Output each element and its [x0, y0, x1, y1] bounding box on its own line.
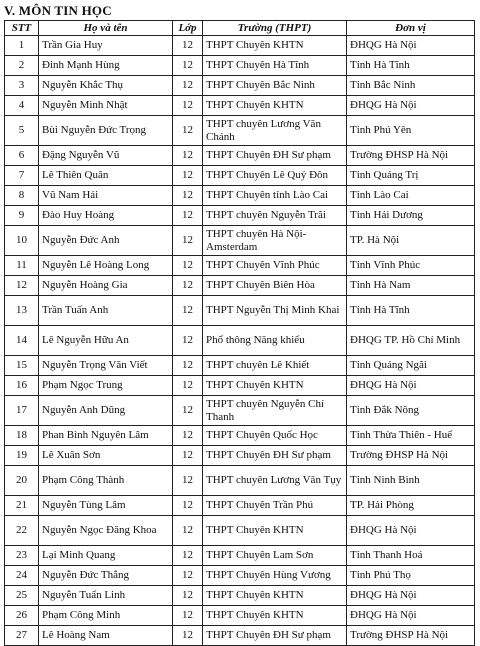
table-row [5, 326, 475, 356]
cell-unit: Tỉnh Quảng Ngãi [347, 356, 475, 376]
table-row [5, 56, 475, 76]
cell-grade: 12 [173, 446, 203, 466]
header-name: Họ và tên [39, 21, 173, 36]
cell-unit: Tỉnh Đắk Nông [347, 396, 475, 426]
cell-school: THPT Chuyên ĐH Sư phạm [203, 626, 347, 646]
cell-school: Phổ thông Năng khiếu [203, 326, 347, 356]
cell-grade: 12 [173, 76, 203, 96]
section-title: V. MÔN TIN HỌC [4, 3, 112, 18]
cell-unit: Tỉnh Phú Yên [347, 116, 475, 146]
table-row [5, 296, 475, 326]
table-header-row [5, 21, 475, 36]
table-row [5, 376, 475, 396]
header-stt: STT [5, 21, 39, 36]
table-row [5, 396, 475, 426]
cell-name: Nguyễn Minh Nhật [39, 96, 173, 116]
cell-stt: 27 [5, 626, 39, 646]
cell-grade: 12 [173, 496, 203, 516]
header-grade: Lớp [173, 21, 203, 36]
cell-unit: Tỉnh Phú Thọ [347, 566, 475, 586]
cell-grade: 12 [173, 116, 203, 146]
cell-name: Nguyễn Tuấn Linh [39, 586, 173, 606]
table-body [5, 36, 475, 646]
table-row [5, 226, 475, 256]
cell-stt: 25 [5, 586, 39, 606]
cell-school: THPT Chuyên Lam Sơn [203, 546, 347, 566]
cell-stt: 18 [5, 426, 39, 446]
cell-unit: Tỉnh Bắc Ninh [347, 76, 475, 96]
cell-grade: 12 [173, 356, 203, 376]
cell-school: THPT Chuyên Lê Quý Đôn [203, 166, 347, 186]
table-row [5, 626, 475, 646]
header-school: Trường (THPT) [203, 21, 347, 36]
table-row [5, 566, 475, 586]
cell-stt: 23 [5, 546, 39, 566]
cell-name: Phạm Công Minh [39, 606, 173, 626]
cell-name: Nguyễn Anh Dũng [39, 396, 173, 426]
cell-school: THPT Chuyên ĐH Sư phạm [203, 146, 347, 166]
cell-unit: ĐHQG Hà Nội [347, 96, 475, 116]
cell-name: Lê Thiên Quân [39, 166, 173, 186]
table-row [5, 96, 475, 116]
cell-school: THPT Chuyên Quốc Học [203, 426, 347, 446]
cell-grade: 12 [173, 566, 203, 586]
cell-unit: TP. Hà Nội [347, 226, 475, 256]
cell-name: Phạm Công Thành [39, 466, 173, 496]
table-row [5, 606, 475, 626]
cell-grade: 12 [173, 56, 203, 76]
cell-grade: 12 [173, 426, 203, 446]
cell-school: THPT Chuyên KHTN [203, 376, 347, 396]
cell-school: THPT chuyên Nguyễn Chí Thanh [203, 396, 347, 426]
table-row [5, 586, 475, 606]
cell-unit: ĐHQG Hà Nội [347, 586, 475, 606]
cell-stt: 13 [5, 296, 39, 326]
cell-school: THPT Chuyên Hà Tĩnh [203, 56, 347, 76]
cell-stt: 24 [5, 566, 39, 586]
cell-school: THPT Chuyên KHTN [203, 586, 347, 606]
cell-stt: 19 [5, 446, 39, 466]
table-row [5, 426, 475, 446]
cell-unit: Tỉnh Thanh Hoá [347, 546, 475, 566]
cell-stt: 2 [5, 56, 39, 76]
cell-stt: 3 [5, 76, 39, 96]
cell-stt: 15 [5, 356, 39, 376]
cell-stt: 17 [5, 396, 39, 426]
cell-school: THPT chuyên Lê Khiết [203, 356, 347, 376]
cell-name: Nguyễn Khắc Thụ [39, 76, 173, 96]
cell-stt: 26 [5, 606, 39, 626]
cell-school: THPT Chuyên Trần Phú [203, 496, 347, 516]
cell-school: THPT Nguyễn Thị Minh Khai [203, 296, 347, 326]
cell-name: Trần Tuấn Anh [39, 296, 173, 326]
cell-stt: 20 [5, 466, 39, 496]
cell-name: Nguyễn Đức Anh [39, 226, 173, 256]
header-unit: Đơn vị [347, 21, 475, 36]
cell-grade: 12 [173, 256, 203, 276]
cell-stt: 4 [5, 96, 39, 116]
cell-school: THPT chuyên Hà Nội-Amsterdam [203, 226, 347, 256]
table-row [5, 166, 475, 186]
cell-grade: 12 [173, 396, 203, 426]
table-row [5, 446, 475, 466]
cell-name: Lê Nguyễn Hữu An [39, 326, 173, 356]
table-row [5, 276, 475, 296]
table-row [5, 146, 475, 166]
cell-name: Nguyễn Hoàng Gia [39, 276, 173, 296]
cell-unit: Tỉnh Hà Nam [347, 276, 475, 296]
table-row [5, 516, 475, 546]
table-row [5, 256, 475, 276]
cell-school: THPT Chuyên KHTN [203, 96, 347, 116]
cell-name: Vũ Nam Hải [39, 186, 173, 206]
cell-name: Nguyễn Ngọc Đăng Khoa [39, 516, 173, 546]
cell-name: Đinh Mạnh Hùng [39, 56, 173, 76]
cell-unit: ĐHQG Hà Nội [347, 36, 475, 56]
table-row [5, 76, 475, 96]
cell-grade: 12 [173, 96, 203, 116]
cell-unit: Trường ĐHSP Hà Nội [347, 446, 475, 466]
table-row [5, 466, 475, 496]
cell-grade: 12 [173, 516, 203, 546]
cell-stt: 16 [5, 376, 39, 396]
cell-grade: 12 [173, 166, 203, 186]
table-row [5, 36, 475, 56]
cell-unit: Tỉnh Hải Dương [347, 206, 475, 226]
cell-stt: 11 [5, 256, 39, 276]
cell-name: Trần Gia Huy [39, 36, 173, 56]
cell-unit: ĐHQG TP. Hồ Chí Minh [347, 326, 475, 356]
cell-name: Nguyễn Đức Thắng [39, 566, 173, 586]
cell-name: Nguyễn Lê Hoàng Long [39, 256, 173, 276]
cell-grade: 12 [173, 546, 203, 566]
cell-grade: 12 [173, 296, 203, 326]
cell-unit: ĐHQG Hà Nội [347, 516, 475, 546]
cell-stt: 14 [5, 326, 39, 356]
table-row [5, 546, 475, 566]
results-table [4, 20, 475, 646]
cell-unit: ĐHQG Hà Nội [347, 376, 475, 396]
table-row [5, 116, 475, 146]
cell-school: THPT Chuyên KHTN [203, 36, 347, 56]
table-row [5, 356, 475, 376]
cell-grade: 12 [173, 326, 203, 356]
cell-school: THPT Chuyên Biên Hòa [203, 276, 347, 296]
cell-name: Phan Bình Nguyên Lâm [39, 426, 173, 446]
cell-name: Đào Huy Hoàng [39, 206, 173, 226]
cell-unit: Tỉnh Vĩnh Phúc [347, 256, 475, 276]
cell-school: THPT Chuyên Hùng Vương [203, 566, 347, 586]
cell-grade: 12 [173, 586, 203, 606]
cell-name: Nguyễn Tùng Lâm [39, 496, 173, 516]
cell-school: THPT Chuyên tỉnh Lào Cai [203, 186, 347, 206]
cell-name: Lê Hoàng Nam [39, 626, 173, 646]
cell-name: Lê Xuân Sơn [39, 446, 173, 466]
cell-name: Bùi Nguyễn Đức Trọng [39, 116, 173, 146]
table-row [5, 206, 475, 226]
cell-stt: 12 [5, 276, 39, 296]
cell-unit: Tỉnh Quảng Trị [347, 166, 475, 186]
cell-school: THPT Chuyên KHTN [203, 516, 347, 546]
cell-school: THPT Chuyên KHTN [203, 606, 347, 626]
cell-unit: Trường ĐHSP Hà Nội [347, 626, 475, 646]
cell-unit: Tỉnh Thừa Thiên - Huế [347, 426, 475, 446]
cell-unit: TP. Hải Phòng [347, 496, 475, 516]
cell-school: THPT chuyên Nguyễn Trãi [203, 206, 347, 226]
cell-stt: 9 [5, 206, 39, 226]
cell-stt: 10 [5, 226, 39, 256]
cell-unit: ĐHQG Hà Nội [347, 606, 475, 626]
cell-grade: 12 [173, 466, 203, 496]
table-row [5, 496, 475, 516]
cell-unit: Trường ĐHSP Hà Nội [347, 146, 475, 166]
cell-grade: 12 [173, 276, 203, 296]
cell-name: Nguyễn Trọng Văn Viết [39, 356, 173, 376]
cell-stt: 21 [5, 496, 39, 516]
cell-school: THPT Chuyên Bắc Ninh [203, 76, 347, 96]
cell-grade: 12 [173, 206, 203, 226]
cell-grade: 12 [173, 626, 203, 646]
cell-name: Đặng Nguyễn Vũ [39, 146, 173, 166]
cell-stt: 6 [5, 146, 39, 166]
cell-unit: Tỉnh Hà Tĩnh [347, 296, 475, 326]
cell-stt: 7 [5, 166, 39, 186]
cell-grade: 12 [173, 146, 203, 166]
table-row [5, 186, 475, 206]
cell-unit: Tỉnh Hà Tĩnh [347, 56, 475, 76]
cell-stt: 22 [5, 516, 39, 546]
cell-school: THPT Chuyên Vĩnh Phúc [203, 256, 347, 276]
cell-stt: 1 [5, 36, 39, 56]
cell-stt: 8 [5, 186, 39, 206]
cell-name: Lại Minh Quang [39, 546, 173, 566]
cell-stt: 5 [5, 116, 39, 146]
cell-unit: Tỉnh Ninh Bình [347, 466, 475, 496]
cell-name: Phạm Ngọc Trung [39, 376, 173, 396]
cell-grade: 12 [173, 36, 203, 56]
cell-grade: 12 [173, 186, 203, 206]
cell-school: THPT Chuyên ĐH Sư phạm [203, 446, 347, 466]
cell-grade: 12 [173, 606, 203, 626]
cell-grade: 12 [173, 226, 203, 256]
cell-school: THPT chuyên Lương Văn Chánh [203, 116, 347, 146]
cell-unit: Tỉnh Lào Cai [347, 186, 475, 206]
cell-school: THPT chuyên Lương Văn Tụy [203, 466, 347, 496]
cell-grade: 12 [173, 376, 203, 396]
